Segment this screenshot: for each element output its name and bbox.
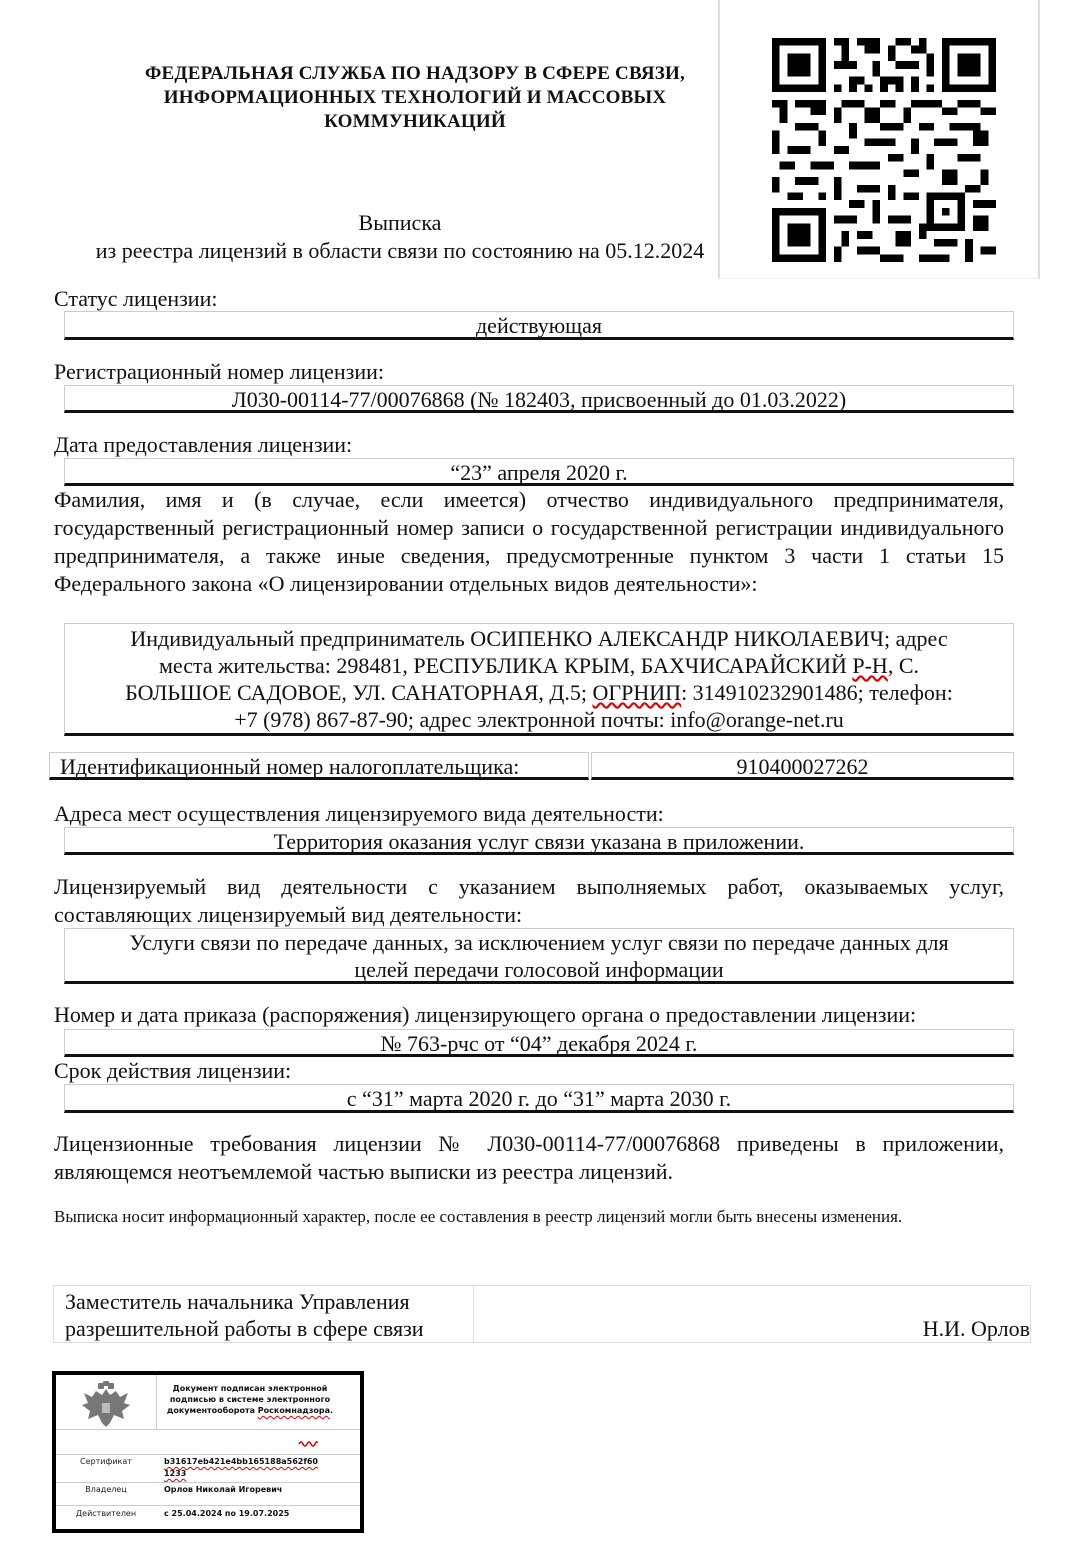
addresses-value: Территория оказания услуг связи указана в приложении. — [64, 827, 1014, 855]
addresses-label: Адреса мест осуществления лицензируемого вида деятельности: — [54, 801, 664, 826]
holder-line-3: БОЛЬШОЕ САДОВОЕ, УЛ. САНАТОРНАЯ, Д.5; ОГРНИП: 314910232901486; телефон: — [125, 680, 953, 705]
cert-value-line-2: 1233 — [164, 1469, 187, 1478]
reg-number-label: Регистрационный номер лицензии: — [54, 359, 385, 384]
holder-line-4: +7 (978) 867-87-90; адрес электронной почты: info@orange-net.ru — [234, 707, 844, 732]
signature-block — [53, 1285, 1031, 1343]
inn-label: Идентификационный номер налогоплательщика: — [49, 752, 589, 780]
agency-header — [70, 62, 760, 134]
status-label: Статус лицензии: — [54, 286, 218, 311]
activity-value — [64, 928, 1014, 984]
cert-value-line-1: b31617eb421e4bb165188a562f60 — [164, 1457, 318, 1466]
holder-label: Фамилия, имя и (в случае, если имеется) отчество индивидуального предпринимателя, государственный регистрационный номер записи о государственной регистрации индивидуального предпринимателя, а также иные сведения, предусмотренные пунктом 3 части 1 статьи 15 Федерального закона «О лицензировании отдельных видов деятельности»: — [54, 487, 1004, 596]
agency-header-line-3: КОММУНИКАЦИЙ — [324, 111, 506, 132]
status-value: действующая — [64, 311, 1014, 340]
e-signature-stamp — [52, 1371, 364, 1533]
coat-of-arms-icon — [78, 1381, 134, 1431]
activity-line-2: целей передачи голосовой информации — [354, 957, 724, 982]
activity-label: Лицензируемый вид деятельности с указанием выполняемых работ, оказываемых услуг, составляющих лицензируемый вид деятельности: — [54, 874, 1004, 927]
document-subtitle: из реестра лицензий в области связи по состоянию на 05.12.2024 — [95, 238, 705, 263]
squiggle-mark-icon — [298, 1439, 318, 1447]
order-value: № 763-рчс от “04” декабря 2024 г. — [64, 1029, 1014, 1057]
term-value: с “31” марта 2020 г. до “31” марта 2030 г. — [64, 1084, 1014, 1113]
activity-line-1: Услуги связи по передаче данных, за исключением услуг связи по передаче данных для — [129, 930, 949, 955]
signer-position-line-2: разрешительной работы в сфере связи — [65, 1316, 424, 1341]
owner-value: Орлов Николай Игоревич — [164, 1485, 283, 1494]
order-label: Номер и дата приказа (распоряжения) лицензирующего органа о предоставлении лицензии: — [54, 1002, 917, 1027]
holder-value — [64, 623, 1014, 736]
info-note: Выписка носит информационный характер, после ее составления в реестр лицензий могли быть внесены изменения. — [54, 1207, 903, 1226]
valid-value: с 25.04.2024 по 19.07.2025 — [164, 1509, 290, 1518]
holder-line-2: места жительства: 298481, РЕСПУБЛИКА КРЫМ, БАХЧИСАРАЙСКИЙ Р-Н, С. — [158, 653, 920, 678]
signer-name: Н.И. Орлов — [922, 1316, 1030, 1341]
signer-position — [54, 1286, 474, 1342]
holder-line-1: Индивидуальный предприниматель ОСИПЕНКО АЛЕКСАНДР НИКОЛАЕВИЧ; адрес — [130, 626, 948, 651]
inn-value: 910400027262 — [591, 752, 1014, 780]
term-label: Срок действия лицензии: — [54, 1058, 292, 1083]
reg-number-value: Л030-00114-77/00076868 (№ 182403, присвоенный до 01.03.2022) — [64, 385, 1014, 413]
issue-date-label: Дата предоставления лицензии: — [54, 432, 353, 457]
agency-header-line-2: ИНФОРМАЦИОННЫХ ТЕХНОЛОГИЙ И МАССОВЫХ — [163, 87, 667, 108]
cert-label: Сертификат — [80, 1457, 132, 1466]
signer-position-line-1: Заместитель начальника Управления — [65, 1289, 410, 1314]
owner-label: Владелец — [85, 1485, 127, 1494]
stamp-text — [160, 1383, 340, 1416]
agency-header-line-1: ФЕДЕРАЛЬНАЯ СЛУЖБА ПО НАДЗОРУ В СФЕРЕ СВЯЗИ, — [145, 63, 685, 84]
requirements-text: Лицензионные требования лицензии № Л030-00114-77/00076868 приведены в приложении, являющемся неотъемлемой частью выписки из реестра лицензий. — [54, 1131, 1004, 1184]
qr-code-icon — [772, 38, 996, 262]
stamp-text-line-1: Документ подписан электронной — [172, 1384, 328, 1393]
valid-label: Действителен — [75, 1509, 137, 1518]
stamp-text-line-3: документооборота Роскомнадзора. — [166, 1406, 334, 1415]
stamp-text-line-2: подписью в системе электронного — [169, 1395, 331, 1404]
document-title: Выписка — [358, 210, 442, 235]
issue-date-value: “23” апреля 2020 г. — [64, 458, 1014, 486]
cert-value — [164, 1456, 318, 1480]
